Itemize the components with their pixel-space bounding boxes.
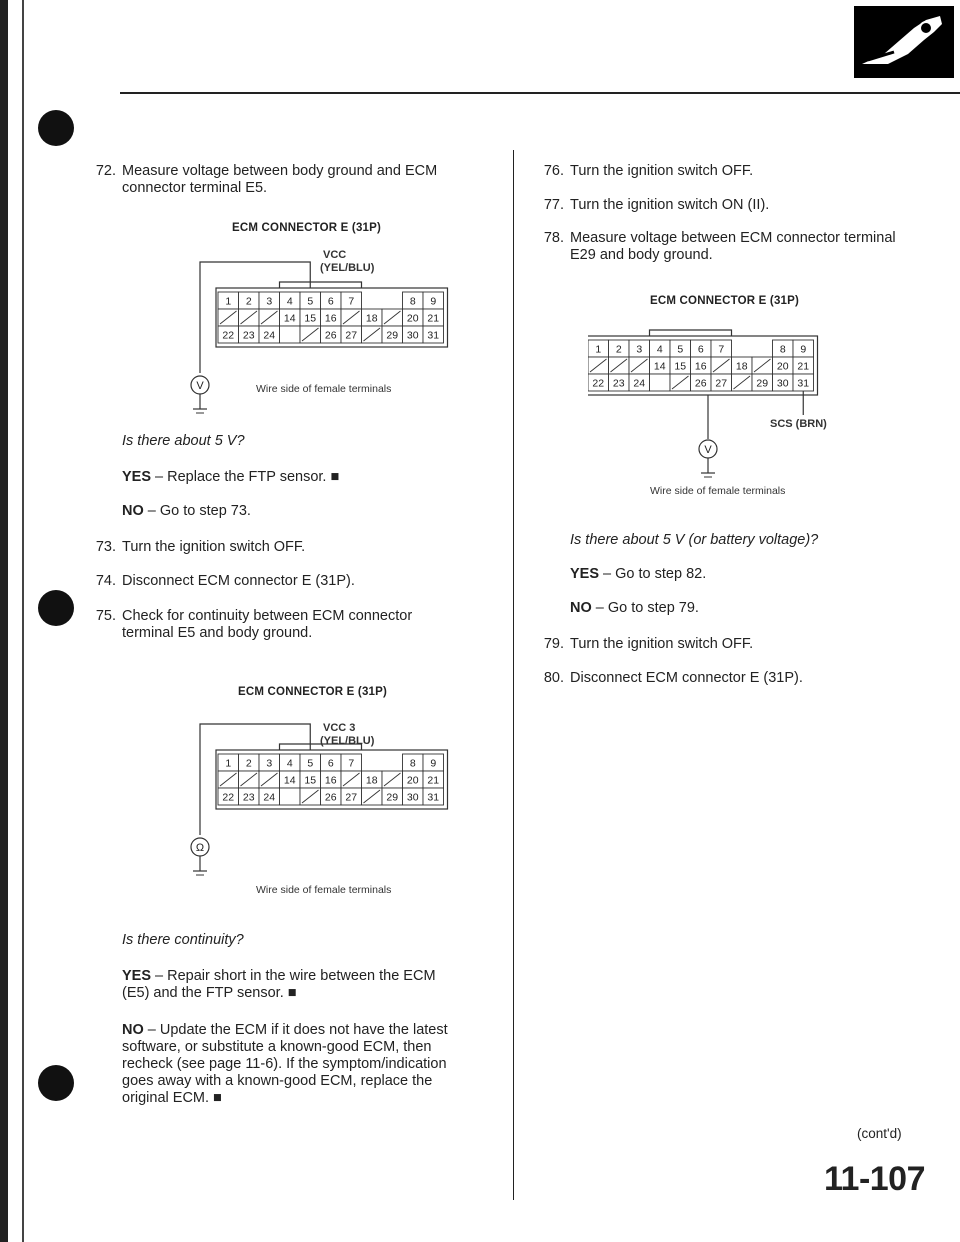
terminal-number: 24 bbox=[263, 329, 276, 342]
step-text: connector terminal E5. bbox=[122, 180, 268, 196]
wire-label: SCS (BRN) bbox=[770, 418, 827, 430]
punch-hole bbox=[38, 590, 74, 626]
diagram-caption: Wire side of female terminals bbox=[256, 383, 392, 395]
terminal-number: 23 bbox=[612, 377, 625, 390]
svg-text:Ω: Ω bbox=[195, 842, 205, 854]
end-mark: ■ bbox=[283, 985, 297, 1001]
terminal-number: 18 bbox=[365, 312, 378, 325]
step-number: 75. bbox=[95, 608, 116, 624]
terminal-number: 15 bbox=[304, 312, 317, 325]
step-75 bbox=[95, 608, 492, 642]
step-number: 78. bbox=[543, 230, 564, 246]
end-mark: ■ bbox=[326, 469, 340, 485]
terminal-number: 24 bbox=[263, 791, 276, 804]
terminal-number: 22 bbox=[592, 377, 605, 390]
no-text: goes away with a known-good ECM, replace the bbox=[122, 1073, 433, 1089]
wire-color: (YEL/BLU) bbox=[320, 735, 375, 747]
terminal-number: 6 bbox=[697, 343, 704, 356]
no-label: NO bbox=[122, 503, 144, 519]
terminal-number: 8 bbox=[779, 343, 786, 356]
step-78 bbox=[543, 230, 940, 264]
no-answer: NO – Go to step 79. bbox=[570, 600, 699, 616]
step-text: Turn the ignition switch ON (II). bbox=[570, 197, 770, 213]
terminal-number: 5 bbox=[307, 295, 314, 308]
yes-text: Repair short in the wire between the ECM bbox=[167, 968, 436, 984]
no-text: Update the ECM if it does not have the latest bbox=[159, 1022, 448, 1038]
terminal-number: 16 bbox=[324, 312, 337, 325]
step-text: terminal E5 and body ground. bbox=[122, 625, 313, 641]
terminal-number: 26 bbox=[694, 377, 707, 390]
terminal-number: 18 bbox=[365, 774, 378, 787]
step-79 bbox=[543, 636, 940, 653]
terminal-number: 21 bbox=[797, 360, 810, 373]
svg-text:V: V bbox=[196, 380, 204, 392]
yes-answer: YES – Repair short in the wire between the ECM (E5) and the FTP sensor. ■ bbox=[122, 968, 436, 1001]
wire-name: VCC bbox=[323, 249, 347, 261]
no-text: software, or substitute a known-good ECM, then bbox=[122, 1039, 432, 1055]
terminal-number: 3 bbox=[266, 295, 273, 308]
terminal-number: 27 bbox=[345, 791, 358, 804]
step-80 bbox=[543, 670, 940, 687]
terminal-number: 21 bbox=[427, 774, 440, 787]
punch-hole bbox=[38, 110, 74, 146]
step-73 bbox=[95, 539, 492, 556]
terminal-number: 2 bbox=[615, 343, 622, 356]
step-text: E29 and body ground. bbox=[570, 247, 713, 263]
diagram-header: ECM CONNECTOR E (31P) bbox=[238, 686, 388, 698]
step-number: 80. bbox=[543, 670, 564, 686]
step-text: Turn the ignition switch OFF. bbox=[570, 163, 754, 179]
step-number: 76. bbox=[543, 163, 564, 179]
terminal-number: 7 bbox=[718, 343, 725, 356]
no-text: original ECM. bbox=[122, 1090, 210, 1106]
terminal-number: 27 bbox=[715, 377, 728, 390]
terminal-number: 9 bbox=[430, 295, 437, 308]
step-72 bbox=[95, 163, 492, 197]
no-answer: NO – Go to step 73. bbox=[122, 503, 251, 519]
terminal-number: 2 bbox=[245, 757, 252, 770]
terminal-number: 20 bbox=[406, 774, 419, 787]
question: Is there about 5 V? bbox=[122, 433, 245, 449]
terminal-number: 18 bbox=[735, 360, 748, 373]
yes-text: Replace the FTP sensor. bbox=[167, 469, 327, 485]
continued-label: (cont'd) bbox=[857, 1126, 902, 1141]
step-77 bbox=[543, 197, 940, 214]
step-number: 72. bbox=[95, 163, 116, 179]
step-text: Turn the ignition switch OFF. bbox=[122, 539, 306, 555]
diagram-caption: Wire side of female terminals bbox=[256, 884, 392, 896]
terminal-number: 1 bbox=[225, 295, 232, 308]
terminal-number: 7 bbox=[348, 757, 355, 770]
connector-grid bbox=[588, 330, 818, 477]
terminal-number: 20 bbox=[776, 360, 789, 373]
terminal-number: 16 bbox=[694, 360, 707, 373]
svg-text:V: V bbox=[704, 444, 712, 456]
step-74 bbox=[95, 573, 492, 590]
yes-answer: YES – Replace the FTP sensor. ■ bbox=[122, 469, 340, 485]
terminal-number: 15 bbox=[304, 774, 317, 787]
question: Is there continuity? bbox=[122, 932, 244, 948]
terminal-number: 9 bbox=[430, 757, 437, 770]
terminal-number: 31 bbox=[797, 377, 810, 390]
terminal-number: 5 bbox=[307, 757, 314, 770]
terminal-number: 29 bbox=[386, 791, 399, 804]
terminal-number: 8 bbox=[409, 757, 416, 770]
terminal-number: 6 bbox=[327, 295, 334, 308]
terminal-number: 24 bbox=[633, 377, 646, 390]
wire-color: (YEL/BLU) bbox=[320, 262, 375, 274]
yes-label: YES bbox=[122, 469, 152, 485]
step-text: Disconnect ECM connector E (31P). bbox=[122, 573, 355, 589]
terminal-number: 16 bbox=[324, 774, 337, 787]
no-text: Go to step 79. bbox=[607, 600, 699, 616]
end-mark: ■ bbox=[209, 1090, 222, 1106]
step-76 bbox=[543, 163, 940, 180]
terminal-cell bbox=[280, 788, 301, 805]
yes-text: Go to step 82. bbox=[615, 566, 707, 582]
step-number: 77. bbox=[543, 197, 564, 213]
terminal-number: 26 bbox=[324, 791, 337, 804]
left-margin-line bbox=[22, 0, 24, 1242]
terminal-number: 14 bbox=[653, 360, 666, 373]
terminal-number: 4 bbox=[286, 295, 293, 308]
no-answer: NO – Update the ECM if it does not have the latest software, or substitute a known-good ECM, then recheck (see page 11-6). If the symptom/indication goes away with a known-good ECM, replace the original ECM. ■ bbox=[122, 1022, 502, 1107]
terminal-number: 30 bbox=[776, 377, 789, 390]
yes-text: (E5) and the FTP sensor. bbox=[122, 985, 284, 1001]
step-text: Check for continuity between ECM connector bbox=[122, 608, 413, 624]
terminal-number: 1 bbox=[595, 343, 602, 356]
yes-label: YES bbox=[570, 566, 600, 582]
terminal-number: 31 bbox=[427, 791, 440, 804]
terminal-number: 3 bbox=[266, 757, 273, 770]
no-text: Go to step 73. bbox=[159, 503, 251, 519]
terminal-number: 30 bbox=[406, 791, 419, 804]
punch-hole bbox=[38, 1065, 74, 1101]
terminal-number: 2 bbox=[245, 295, 252, 308]
step-text: Measure voltage between body ground and ECM bbox=[122, 163, 438, 179]
connector-diagram-3 bbox=[588, 312, 888, 482]
terminal-number: 1 bbox=[225, 757, 232, 770]
step-number: 74. bbox=[95, 573, 116, 589]
terminal-number: 26 bbox=[324, 329, 337, 342]
terminal-number: 9 bbox=[800, 343, 807, 356]
terminal-number: 5 bbox=[677, 343, 684, 356]
terminal-number: 14 bbox=[283, 312, 296, 325]
terminal-number: 20 bbox=[406, 312, 419, 325]
no-label: NO bbox=[122, 1022, 144, 1038]
column-divider bbox=[513, 150, 514, 1200]
terminal-number: 22 bbox=[222, 791, 235, 804]
page-number: 11-107 bbox=[824, 1160, 925, 1198]
section-icon bbox=[854, 6, 954, 78]
terminal-number: 3 bbox=[636, 343, 643, 356]
terminal-number: 4 bbox=[286, 757, 293, 770]
terminal-number: 23 bbox=[242, 329, 255, 342]
terminal-number: 8 bbox=[409, 295, 416, 308]
diagram-header: ECM CONNECTOR E (31P) bbox=[650, 295, 800, 307]
terminal-number: 15 bbox=[674, 360, 687, 373]
terminal-cell bbox=[280, 326, 301, 343]
terminal-number: 27 bbox=[345, 329, 358, 342]
terminal-number: 30 bbox=[406, 329, 419, 342]
terminal-number: 23 bbox=[242, 791, 255, 804]
terminal-number: 14 bbox=[283, 774, 296, 787]
terminal-cell bbox=[650, 374, 671, 391]
terminal-number: 4 bbox=[656, 343, 663, 356]
no-label: NO bbox=[570, 600, 592, 616]
terminal-number: 31 bbox=[427, 329, 440, 342]
step-text: Disconnect ECM connector E (31P). bbox=[570, 670, 803, 686]
step-text: Measure voltage between ECM connector terminal bbox=[570, 230, 896, 246]
yes-answer: YES – Go to step 82. bbox=[570, 566, 707, 582]
step-number: 79. bbox=[543, 636, 564, 652]
terminal-number: 6 bbox=[327, 757, 334, 770]
terminal-number: 22 bbox=[222, 329, 235, 342]
wire-name: VCC 3 bbox=[323, 722, 356, 734]
diagram-caption: Wire side of female terminals bbox=[650, 485, 786, 497]
terminal-number: 7 bbox=[348, 295, 355, 308]
terminal-number: 29 bbox=[386, 329, 399, 342]
no-text: recheck (see page 11-6). If the symptom/indication bbox=[122, 1056, 447, 1072]
terminal-number: 21 bbox=[427, 312, 440, 325]
question: Is there about 5 V (or battery voltage)? bbox=[570, 532, 819, 548]
left-binding-bar bbox=[0, 0, 8, 1242]
yes-label: YES bbox=[122, 968, 152, 984]
diagram-header: ECM CONNECTOR E (31P) bbox=[232, 222, 382, 234]
terminal-number: 29 bbox=[756, 377, 769, 390]
step-number: 73. bbox=[95, 539, 116, 555]
header-rule bbox=[120, 92, 960, 94]
step-text: Turn the ignition switch OFF. bbox=[570, 636, 754, 652]
